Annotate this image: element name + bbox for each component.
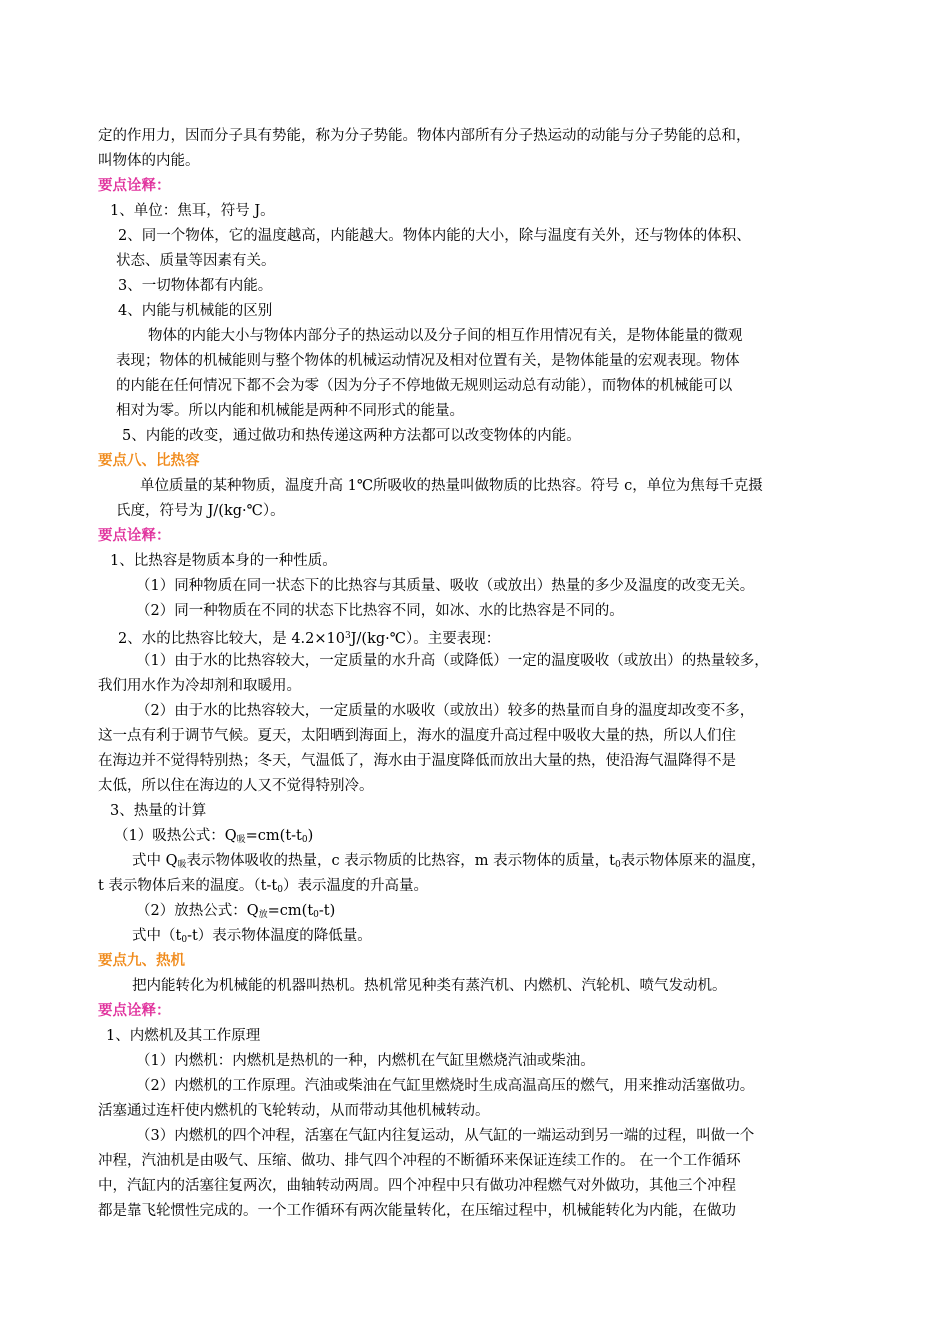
text-line: （3）内燃机的四个冲程，活塞在气缸内往复运动，从气缸的一端运动到另一端的过程，叫做一个 xyxy=(136,1128,755,1144)
text-line: 2、水的比热容比较大，是 $4.2\times 10^3J/(kg\cdot℃)$。主要表现： xyxy=(118,631,501,647)
text-line: 4、内能与机械能的区别 xyxy=(118,303,273,319)
text-line: （2）内燃机的工作原理。汽油或柴油在气缸里燃烧时生成高温高压的燃气，用来推动活塞做功。 xyxy=(136,1078,755,1094)
text-line: 单位质量的某种物质，温度升高 1℃所吸收的热量叫做物质的比热容。符号 c，单位为焦每千克摄 xyxy=(140,478,763,494)
text-line: 表现；物体的机械能则与整个物体的机械运动情况及相对位置有关，是物体能量的宏观表现。物体 xyxy=(116,353,740,369)
text-line: 把内能转化为机械能的机器叫热机。热机常见种类有蒸汽机、内燃机、汽轮机、喷气发动机。 xyxy=(132,978,727,994)
key-points-heading: 要点诠释： xyxy=(98,178,171,194)
text-line: 这一点有利于调节气候。夏天，太阳晒到海面上，海水的温度升高过程中吸收大量的热，所以人们住 xyxy=(98,728,736,744)
text-line: 叫物体的内能。 xyxy=(98,153,200,169)
text-line: 1、单位：焦耳，符号 J。 xyxy=(110,203,275,219)
text-line: （1）同种物质在同一状态下的比热容与其质量、吸收（或放出）热量的多少及温度的改变无关。 xyxy=(136,578,755,594)
formula-line: （2）放热公式：$Q_放=cm(t_0-t)$ xyxy=(136,903,336,920)
text-line: t 表示物体后来的温度。$(t-t_0)$表示温度的升高量。 xyxy=(98,878,428,895)
text-line: 太低，所以住在海边的人又不觉得特别冷。 xyxy=(98,778,374,794)
text-line: 都是靠飞轮惯性完成的。一个工作循环有两次能量转化，在压缩过程中，机械能转化为内能，在做功 xyxy=(98,1203,736,1219)
text-line: 氏度，符号为 J/(kg·℃）。 xyxy=(116,503,285,519)
text-line: 式中$(t_0-t)$表示物体温度的降低量。 xyxy=(132,928,372,945)
text-line: 中，汽缸内的活塞往复两次，曲轴转动两周。四个冲程中只有做功冲程燃气对外做功，其他三个冲程 xyxy=(98,1178,736,1194)
text-line: （2）由于水的比热容较大，一定质量的水吸收（或放出）较多的热量而自身的温度却改变不多， xyxy=(136,703,755,719)
text-line: 相对为零。所以内能和机械能是两种不同形式的能量。 xyxy=(116,403,464,419)
text-line: 1、内燃机及其工作原理 xyxy=(106,1028,261,1044)
text-line: （1）内燃机：内燃机是热机的一种，内燃机在气缸里燃烧汽油或柴油。 xyxy=(136,1053,595,1069)
text-line: 的内能在任何情况下都不会为零（因为分子不停地做无规则运动总有动能），而物体的机械能可以 xyxy=(116,378,733,394)
text-line: 冲程，汽油机是由吸气、压缩、做功、排气四个冲程的不断循环来保证连续工作的。 在一个工作循环 xyxy=(98,1153,741,1169)
section-heading: 要点九、热机 xyxy=(98,953,185,969)
text-line: （2）同一种物质在不同的状态下比热容不同，如冰、水的比热容是不同的。 xyxy=(136,603,624,619)
text-line: 我们用水作为冷却剂和取暖用。 xyxy=(98,678,301,694)
text-line: 式中 $Q_吸$表示物体吸收的热量，c 表示物质的比热容，m 表示物体的质量，$t_0$表示物体原来的温度， xyxy=(132,853,766,870)
text-line: 在海边并不觉得特别热；冬天，气温低了，海水由于温度降低而放出大量的热，使沿海气温降得不是 xyxy=(98,753,736,769)
text-line: 3、热量的计算 xyxy=(110,803,207,819)
text-line: 1、比热容是物质本身的一种性质。 xyxy=(110,553,337,569)
formula-line: （1）吸热公式：$Q_吸=cm(t-t_0)$ xyxy=(114,828,314,845)
key-points-heading: 要点诠释： xyxy=(98,1003,171,1019)
key-points-heading: 要点诠释： xyxy=(98,528,171,544)
text-line: 2、同一个物体，它的温度越高，内能越大。物体内能的大小，除与温度有关外，还与物体的体积、 xyxy=(118,228,751,244)
text-line: 5、内能的改变，通过做功和热传递这两种方法都可以改变物体的内能。 xyxy=(122,428,581,444)
text-line: （1）由于水的比热容较大，一定质量的水升高（或降低）一定的温度吸收（或放出）的热量较多， xyxy=(136,653,769,669)
text-line: 3、一切物体都有内能。 xyxy=(118,278,273,294)
text-line: 定的作用力，因而分子具有势能，称为分子势能。物体内部所有分子热运动的动能与分子势能的总和， xyxy=(98,128,751,144)
text-line: 物体的内能大小与物体内部分子的热运动以及分子间的相互作用情况有关，是物体能量的微观 xyxy=(148,328,743,344)
section-heading: 要点八、比热容 xyxy=(98,453,200,469)
text-line: 状态、质量等因素有关。 xyxy=(116,253,276,269)
text-line: 活塞通过连杆使内燃机的飞轮转动，从而带动其他机械转动。 xyxy=(98,1103,490,1119)
